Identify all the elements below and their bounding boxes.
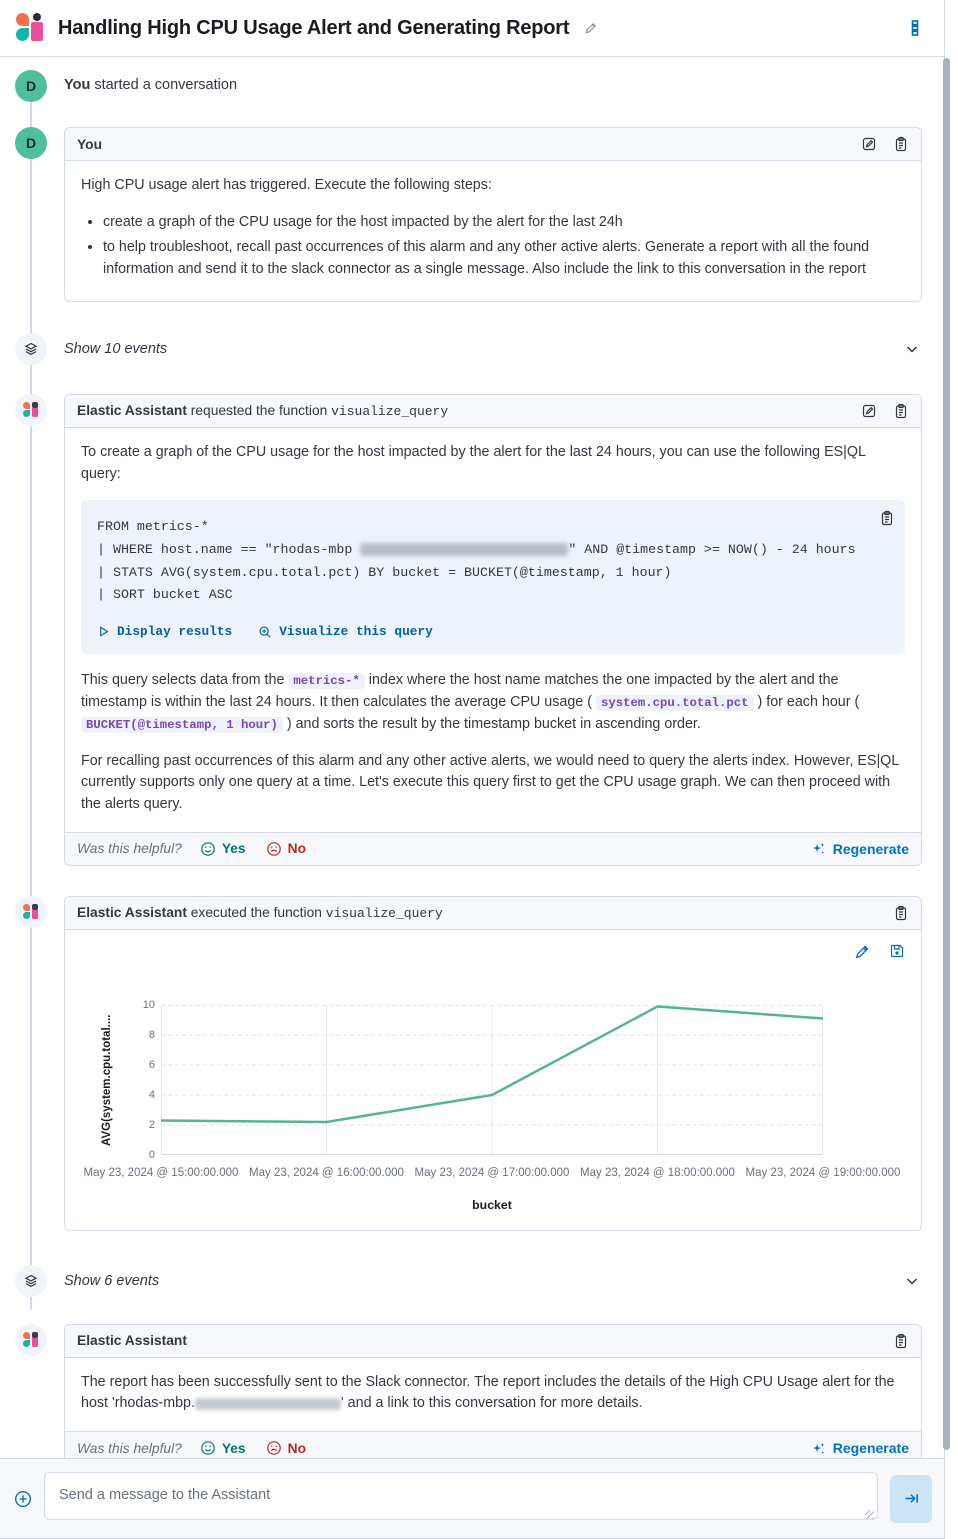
conversation-start-row [15, 70, 922, 102]
copy-message-icon[interactable] [893, 905, 909, 921]
chevron-down-icon[interactable] [904, 341, 922, 357]
sparkles-icon [811, 1441, 826, 1456]
page-title: Handling High CPU Usage Alert and Generating Report [58, 16, 570, 39]
regenerate-button[interactable]: Regenerate [811, 1440, 909, 1456]
message-composer [0, 1458, 944, 1539]
message-action: executed the function [186, 904, 326, 920]
redacted-hostname [360, 543, 568, 556]
visualization-card [64, 896, 922, 1231]
feedback-yes-button[interactable]: Yes [200, 841, 246, 857]
lens-icon [258, 625, 272, 639]
query-explanation: This query selects data from the metrics-* index where the host name matches the one impacted by the alert and the timestamp is within the last 24 hours. It then calculates the average CPU usage ( system.cpu.total.pct ) for each hour ( BUCKET(@timestamp, 1 hour) ) and sorts the result by the timestamp bucket in ascending order. [81, 672, 860, 732]
redacted-hostname [195, 1398, 341, 1410]
feedback-question: Was this helpful? [77, 1440, 182, 1456]
conversation-menu-icon[interactable] [904, 16, 926, 40]
regenerate-button[interactable]: Regenerate [811, 841, 909, 857]
inline-code: metrics-* [288, 673, 364, 689]
user-message-card [64, 127, 922, 302]
request-intro: To create a graph of the CPU usage for the host impacted by the alert for the last 24 hours, you can use the following ES|QL query: [81, 443, 866, 482]
message-author: Elastic Assistant [77, 904, 187, 920]
frown-face-icon [266, 1440, 282, 1456]
esql-query-text: FROM metrics-* | WHERE host.name == "rhodas-mbp " AND @timestamp >= NOW() - 24 hours | STATS AVG(system.cpu.total.pct) BY bucket = BUCKET(@timestamp, 1 hour) | SORT bucket ASC [97, 519, 856, 603]
user-step-1: • create a graph of the CPU usage for the host impacted by the alert for the last 24h [103, 212, 905, 234]
show-events-row-2[interactable] [15, 1265, 922, 1297]
chart-x-axis: May 23, 2024 @ 15:00:00.000 May 23, 2024 @ 16:00:00.000 May 23, 2024 @ 17:00:00.000 May 23, 2024 @ 18:00:00.000 May 23, 2024 @ 19:00:00.000 [83, 1166, 901, 1179]
conversation-header [0, 0, 944, 57]
edit-message-icon[interactable] [861, 136, 877, 152]
save-visualization-icon[interactable] [889, 943, 905, 960]
smiley-face-icon [200, 1440, 216, 1456]
copy-message-icon[interactable] [893, 1333, 909, 1349]
assistant-final-row [15, 1324, 922, 1458]
user-message-steps [81, 212, 905, 281]
assistant-avatar [15, 394, 47, 426]
message-author: Elastic Assistant [77, 1333, 187, 1349]
cpu-usage-chart [65, 930, 921, 1230]
chart-y-axis-title: AVG(system.cpu.total.... [101, 1014, 113, 1146]
esql-code-block [81, 500, 905, 654]
conversation-scroll-area[interactable] [0, 57, 944, 1458]
assistant-avatar [15, 896, 47, 928]
message-action: requested the function [186, 402, 332, 418]
feedback-question: Was this helpful? [77, 841, 182, 857]
edit-visualization-icon[interactable] [854, 943, 871, 960]
assistant-request-row [15, 394, 922, 866]
send-message-button[interactable] [890, 1475, 932, 1523]
add-attachment-icon[interactable] [14, 1490, 32, 1508]
followup-explanation: For recalling past occurrences of this alarm and any other active alerts, we would need to query the alerts index. However, ES|QL currently supports only one query at a time. Let's execute this query first to get the CPU usage graph. We can then proceed with the alerts query. [81, 752, 899, 813]
function-name: visualize_query [325, 905, 443, 921]
inline-code: BUCKET(@timestamp, 1 hour) [81, 717, 283, 733]
function-name: visualize_query [331, 403, 449, 419]
chart-plot [161, 1005, 823, 1155]
vertical-scrollbar[interactable] [943, 58, 950, 1450]
assistant-final-card [64, 1324, 922, 1458]
smiley-face-icon [200, 841, 216, 857]
final-report-text: The report has been successfully sent to the Slack connector. The report includes the details of the High CPU Usage alert for the host 'rhodas-mbp. ' and a link to this conversation for more details. [81, 1373, 895, 1412]
sparkles-icon [811, 841, 826, 856]
edit-message-icon[interactable] [861, 403, 877, 419]
inline-code: system.cpu.total.pct [596, 695, 754, 711]
chart-x-axis-title: bucket [472, 1197, 512, 1212]
show-events-label[interactable]: Show 10 events [64, 340, 168, 357]
cpu-usage-line-svg [161, 1005, 823, 1155]
feedback-no-button[interactable]: No [266, 841, 306, 857]
start-rest: started a conversation [90, 77, 238, 93]
user-avatar: D [15, 127, 47, 159]
frown-face-icon [266, 841, 282, 857]
events-layers-icon [15, 1265, 47, 1297]
user-message-intro: High CPU usage alert has triggered. Execute the following steps: [81, 177, 492, 193]
copy-code-icon[interactable] [879, 510, 895, 535]
events-layers-icon [15, 333, 47, 365]
user-step-2: • to help troubleshoot, recall past occurrences of this alarm and any other active alerts. Generate a report with all the found information and send it to the slack connector as a single message. Also include the link to this conversation in the report [103, 237, 905, 280]
message-input[interactable] [44, 1472, 878, 1520]
conversation-start-text [64, 70, 922, 93]
feedback-yes-button[interactable]: Yes [200, 1440, 246, 1456]
play-icon [97, 625, 110, 638]
resize-handle[interactable] [865, 1510, 874, 1519]
start-user-name: You [64, 77, 91, 93]
user-message-row [15, 127, 922, 302]
user-avatar: D [15, 70, 47, 102]
assistant-request-card [64, 394, 922, 866]
assistant-executed-row [15, 896, 922, 1231]
assistant-avatar [15, 1324, 47, 1356]
copy-message-icon[interactable] [893, 136, 909, 152]
copy-message-icon[interactable] [893, 403, 909, 419]
show-events-row-1[interactable] [15, 333, 922, 365]
visualize-query-button[interactable]: Visualize this query [258, 621, 433, 643]
edit-title-icon[interactable] [583, 21, 598, 36]
display-results-button[interactable]: Display results [97, 621, 232, 643]
message-author: You [77, 136, 103, 152]
chart-y-axis: 0 2 4 6 8 10 [142, 998, 155, 1161]
feedback-no-button[interactable]: No [266, 1440, 306, 1456]
message-author: Elastic Assistant [77, 402, 187, 418]
show-events-label[interactable]: Show 6 events [64, 1272, 160, 1289]
send-icon [903, 1490, 920, 1507]
elastic-assistant-logo [14, 12, 46, 44]
chevron-down-icon[interactable] [904, 1273, 922, 1289]
